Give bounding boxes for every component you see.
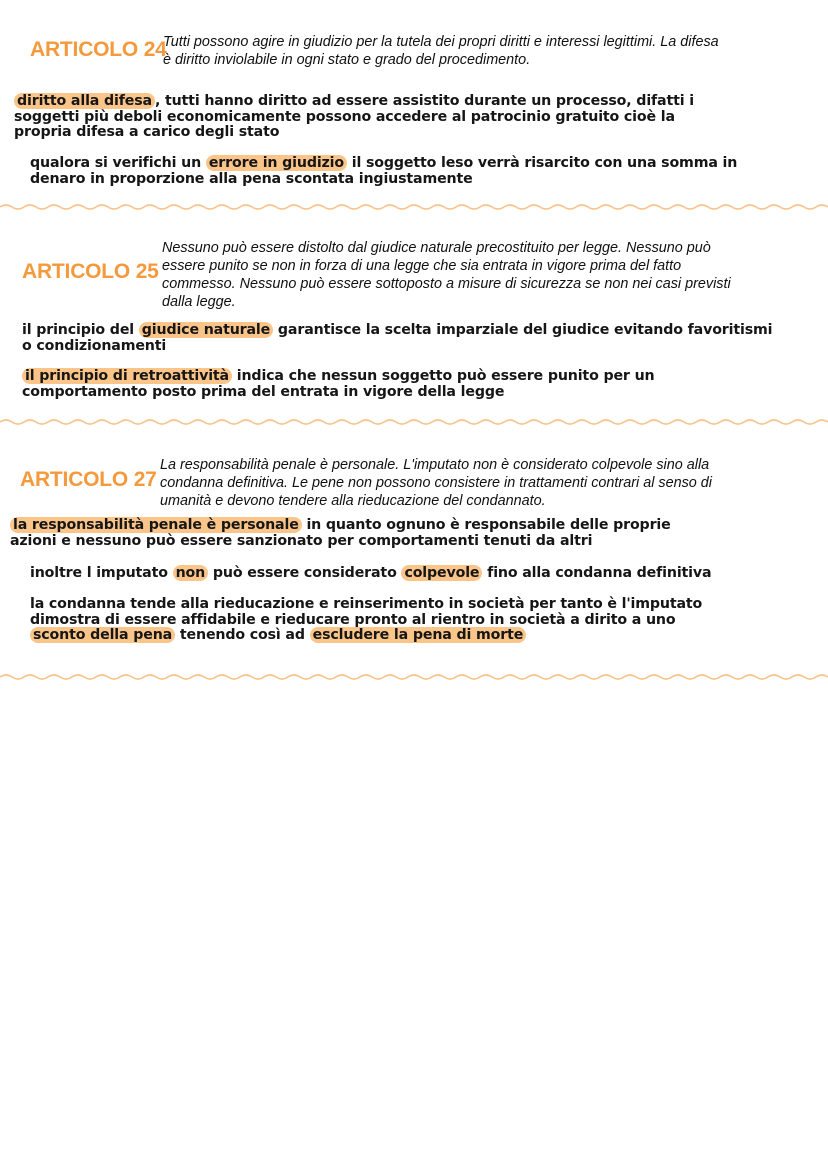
article-27-note-2 (30, 566, 711, 582)
note-line (22, 369, 654, 385)
note-line: azioni e nessuno può essere sanzionato per comportamenti tenuti da altri (10, 532, 593, 549)
note-line: la condanna tende alla rieducazione e reinserimento in società per tanto è l'imputato (30, 596, 703, 612)
note-line: soggetti più deboli economicamente possono accedere al patrocinio gratuito cioè la (14, 108, 675, 125)
note-text: il principio del (22, 322, 139, 338)
quote-line: è diritto inviolabile in ogni stato e grado del procedimento. (163, 52, 531, 68)
article-27-note-1 (10, 518, 671, 549)
quote-line: essere punito se non in forza di una legge che sia entrata in vigore prima del fatto (162, 258, 682, 274)
note-text: fino alla condanna definitiva (482, 565, 712, 581)
separator (0, 418, 828, 426)
quote-line: umanità e devono tendere alla rieducazione del condannato. (160, 493, 546, 509)
article-24-title: ARTICOLO 24 (30, 38, 167, 61)
quote-line: Tutti possono agire in giudizio per la tutela dei propri diritti e interessi legittimi. La difesa (163, 34, 719, 50)
quote-line: Nessuno può essere distolto dal giudice naturale precostituito per legge. Nessuno può (162, 240, 711, 256)
article-27-note-3 (30, 597, 702, 644)
note-line (30, 628, 702, 644)
note-line: comportamento posto prima del entrata in vigore della legge (22, 383, 505, 400)
quote-line: dalla legge. (162, 294, 236, 310)
article-25-note-2 (22, 369, 654, 400)
note-line (22, 323, 772, 339)
note-line: o condizionamenti (22, 337, 167, 354)
highlight: diritto alla difesa (14, 93, 155, 109)
highlight: la responsabilità penale è personale (10, 517, 302, 533)
article-25-note-1 (22, 323, 772, 354)
note-text: il soggetto leso verrà risarcito con una somma in (346, 155, 738, 171)
note-text: garantisce la scelta imparziale del giudice evitando favoritismi (273, 322, 773, 338)
note-text: , tutti hanno diritto ad essere assistito durante un processo, difatti i (154, 93, 694, 109)
article-24-note-1 (14, 94, 694, 141)
note-line (30, 566, 711, 582)
quote-line: commesso. Nessuno può essere sottoposto a misure di sicurezza se non nei casi previsti (162, 276, 731, 292)
note-line (10, 518, 671, 534)
highlight: non (173, 565, 209, 581)
highlight: il principio di retroattività (22, 368, 232, 384)
quote-line: La responsabilità penale è personale. L'imputato non è considerato colpevole sino alla (160, 457, 710, 473)
note-text: indica che nessun soggetto può essere punito per un (231, 368, 655, 384)
article-24-text (163, 33, 719, 69)
note-text: tenendo così ad (175, 627, 310, 643)
note-line: dimostra di essere affidabile e rieducare pronto al rientro in società a dirito a uno (30, 611, 676, 628)
separator (0, 673, 828, 681)
article-25-text (162, 239, 731, 311)
highlight: giudice naturale (139, 322, 273, 338)
highlight: sconto della pena (30, 627, 175, 643)
separator (0, 203, 828, 211)
note-line (30, 156, 737, 172)
article-24-note-2 (30, 156, 737, 187)
note-line: propria difesa a carico degli stato (14, 124, 280, 140)
note-text: qualora si verifichi un (30, 155, 206, 171)
article-25-title: ARTICOLO 25 (22, 260, 159, 283)
highlight: colpevole (401, 565, 482, 581)
article-27-title: ARTICOLO 27 (20, 468, 157, 491)
note-text: in quanto ognuno è responsabile delle proprie (301, 517, 671, 533)
article-27-text (160, 456, 712, 510)
highlight: escludere la pena di morte (310, 627, 527, 643)
note-text: può essere considerato (208, 565, 402, 581)
quote-line: condanna definitiva. Le pene non possono consistere in trattamenti contrari al senso di (160, 475, 712, 491)
highlight: errore in giudizio (206, 155, 347, 171)
note-line: denaro in proporzione alla pena scontata ingiustamente (30, 170, 473, 187)
note-text: inoltre l imputato (30, 565, 173, 581)
note-line (14, 94, 694, 110)
